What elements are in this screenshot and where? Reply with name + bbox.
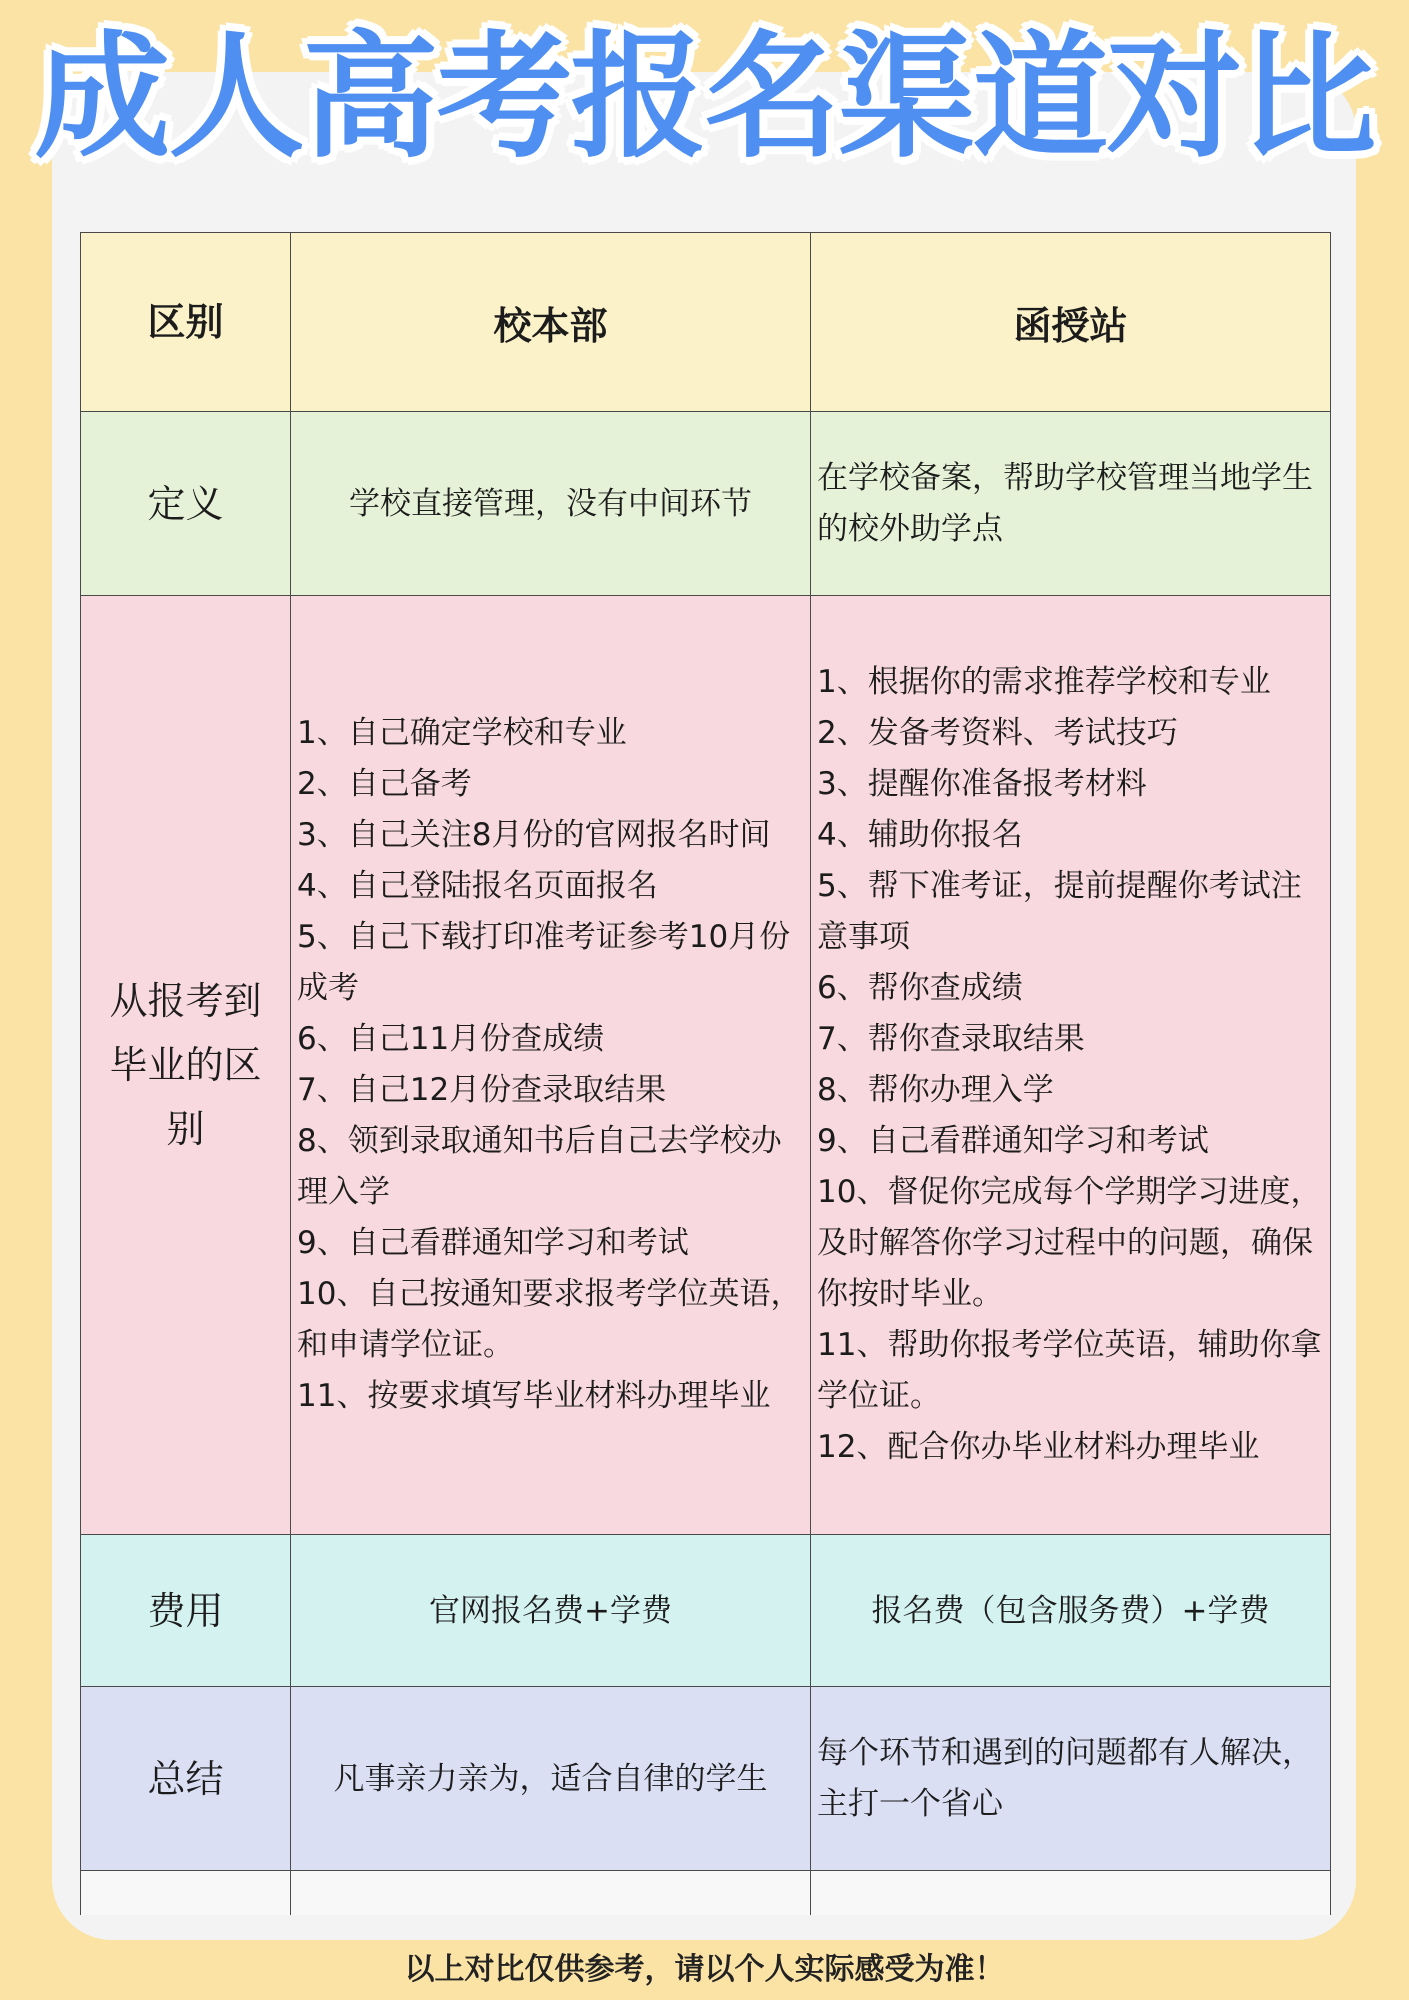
list-item: 11、帮助你报考学位英语，辅助你拿学位证。 xyxy=(817,1327,1322,1414)
table-row-fee xyxy=(81,1535,1331,1687)
list-item: 6、帮你查成绩 xyxy=(817,970,1023,1006)
list-item: 5、帮下准考证，提前提醒你考试注意事项 xyxy=(817,868,1302,955)
row-label-summary: 总结 xyxy=(81,1687,291,1871)
header-category: 区别 xyxy=(81,233,291,412)
list-item: 3、自己关注8月份的官网报名时间 xyxy=(297,817,771,853)
page-title: 成人高考报名渠道对比 xyxy=(34,19,1375,177)
empty-cell xyxy=(811,1871,1331,1916)
list-item: 2、自己备考 xyxy=(297,766,472,802)
list-item: 10、督促你完成每个学期学习进度，及时解答你学习过程中的问题，确保你按时毕业。 xyxy=(817,1174,1322,1312)
list-item: 9、自己看群通知学习和考试 xyxy=(297,1225,689,1261)
process-station-list xyxy=(811,657,1330,1473)
list-item: 7、帮你查录取结果 xyxy=(817,1021,1085,1057)
summary-station: 每个环节和遇到的问题都有人解决，主打一个省心 xyxy=(811,1687,1331,1871)
empty-cell xyxy=(291,1871,811,1916)
process-school-list xyxy=(291,708,810,1422)
list-item: 4、辅助你报名 xyxy=(817,817,1023,853)
table-row-definition xyxy=(81,412,1331,596)
table-row-summary xyxy=(81,1687,1331,1871)
list-item: 12、配合你办毕业材料办理毕业 xyxy=(817,1429,1260,1465)
row-label-fee: 费用 xyxy=(81,1535,291,1687)
list-item: 3、提醒你准备报考材料 xyxy=(817,766,1147,802)
list-item: 1、根据你的需求推荐学校和专业 xyxy=(817,664,1271,700)
process-school-cell xyxy=(291,596,811,1535)
footer-note: 以上对比仅供参考，请以个人实际感受为准！ xyxy=(404,1952,1005,1987)
fee-station: 报名费（包含服务费）+学费 xyxy=(811,1535,1331,1687)
list-item: 6、自己11月份查成绩 xyxy=(297,1021,605,1057)
list-item: 1、自己确定学校和专业 xyxy=(297,715,627,751)
list-item: 9、自己看群通知学习和考试 xyxy=(817,1123,1209,1159)
row-label-process-text: 从报考到毕业的区别 xyxy=(109,979,262,1151)
process-station-cell xyxy=(811,596,1331,1535)
fee-school: 官网报名费+学费 xyxy=(291,1535,811,1687)
definition-school: 学校直接管理，没有中间环节 xyxy=(291,412,811,596)
header-station: 函授站 xyxy=(811,233,1331,412)
list-item: 10、自己按通知要求报考学位英语，和申请学位证。 xyxy=(297,1276,802,1363)
list-item: 11、按要求填写毕业材料办理毕业 xyxy=(297,1378,771,1414)
list-item: 4、自己登陆报名页面报名 xyxy=(297,868,658,904)
table-row-empty xyxy=(81,1871,1331,1916)
list-item: 2、发备考资料、考试技巧 xyxy=(817,715,1178,751)
table-header-row xyxy=(81,233,1331,412)
row-label-process xyxy=(81,596,291,1535)
definition-station: 在学校备案，帮助学校管理当地学生的校外助学点 xyxy=(811,412,1331,596)
row-label-definition: 定义 xyxy=(81,412,291,596)
list-item: 8、领到录取通知书后自己去学校办理入学 xyxy=(297,1123,782,1210)
list-item: 8、帮你办理入学 xyxy=(817,1072,1054,1108)
comparison-table xyxy=(80,232,1331,1915)
empty-cell xyxy=(81,1871,291,1916)
summary-school: 凡事亲力亲为，适合自律的学生 xyxy=(291,1687,811,1871)
list-item: 7、自己12月份查录取结果 xyxy=(297,1072,667,1108)
table-row-process xyxy=(81,596,1331,1535)
list-item: 5、自己下载打印准考证参考10月份成考 xyxy=(297,919,791,1006)
header-school: 校本部 xyxy=(291,233,811,412)
